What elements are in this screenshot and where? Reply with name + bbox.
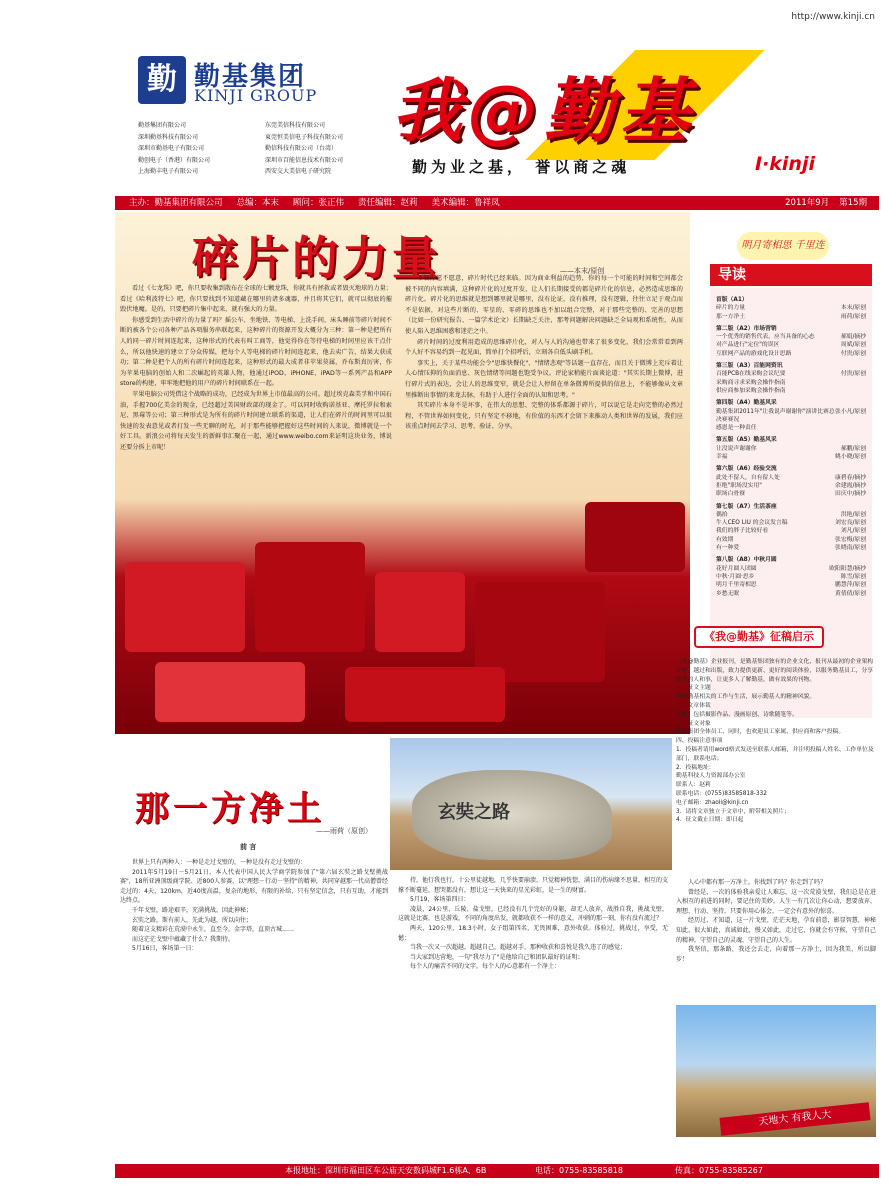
toc-entry[interactable] — [716, 350, 866, 358]
toc-entry-title: 有一种爱 — [716, 545, 740, 552]
toc-entry[interactable] — [716, 333, 866, 341]
paragraph: 《我@勤基》企业报刊，是勤基集团独有的企业文化、报刊从最初的企业架构刊物，越过和出版，致力提供更新、更好的阅读体验，以服务勤基员工，分享勤基的人和事，让更多人了解勤基，做有效果的刊物。 — [676, 659, 874, 683]
toc-entry-title: 对产品进行"定位"的误区 — [716, 342, 780, 349]
toc-entry-title: 供应商参加采购会操作指南 — [716, 387, 786, 394]
toc-entry[interactable] — [716, 370, 866, 378]
toc-entry-author: 田庆中/摘抄 — [835, 491, 866, 498]
company-item: 深圳勤基科技有限公司 — [138, 133, 199, 141]
toc-entry-title: 感恩是一种责任 — [716, 425, 757, 432]
paragraph: 事实上，关于某些功能会令"思维快餐化"、"情绪悲观"等话题一直存在，而且关于微博上充斥着让人心情压抑的负面消息、灰色情绪等问题也饱受争议。评论家稍能片面谈论道："其实长期上微博，进行碎片式的表达，会让人的思维变窄，就是会让人停留在单条微博所提供的信息上，不能够像从文章里推断出事情的来龙去脉，有助于人进行全面的认知和思考。" — [405, 359, 683, 399]
toc-entry-title: 明月千里寄相思 — [716, 582, 757, 589]
mid-autumn-badge: 明月寄相思 千里连 — [737, 232, 829, 260]
paragraph: 千年戈壁，路途艰辛，充满挑战，因此神秘； — [132, 906, 253, 914]
toc-entry-title: 碎片的力量 — [716, 305, 745, 312]
paragraph: 5月16日，客场第一日： — [132, 945, 198, 953]
paragraph: 两天，120公里，18.3小时，女子组第四名，无畏困难，意外收获。体验过，挑战过，享受，无憾： — [398, 924, 668, 942]
story-column-2 — [398, 876, 668, 972]
toc-entry-title: 中秋·月圆·思乡 — [716, 573, 755, 580]
toc-entry-author: 黄倩倩/原创 — [835, 590, 866, 597]
toc-entry-title: 百能PCB在线采购会议纪要 — [716, 371, 786, 378]
toc-entry-title: 勤基集团2011年"让我说声谢谢你"演讲比赛总决赛赛况 — [716, 408, 835, 423]
toc-entry[interactable] — [716, 387, 866, 395]
company-item: 深圳市百能信息技术有限公司 — [265, 156, 344, 164]
company-item: 上海勤丰电子有限公司 — [138, 168, 199, 175]
paragraph: 4．征文截止日期：即日起 — [676, 817, 744, 824]
toc-section-heading: 第三版（A3）百能网资讯 — [716, 363, 783, 370]
company-item: 东莞美信科技有限公司 — [265, 122, 326, 129]
toc-entry-title: 此处不留人，自有留人处 — [716, 474, 780, 481]
company-item: 西安交大美信电子研究院 — [265, 168, 332, 175]
toc-section-heading: 第八版（A8）中秋月圆 — [716, 557, 777, 564]
story-column-3 — [676, 878, 876, 964]
puzzle-piece — [125, 562, 245, 652]
toc-section-heading: 第六版（A6）经验交流 — [716, 466, 777, 473]
paragraph: 3．请将文章独立于文章中，附带相关照片； — [676, 808, 790, 815]
toc-entry-author: 郝鹏/原创 — [840, 445, 866, 452]
paragraph: 联系人：赵莉 — [676, 782, 711, 789]
paragraph: 当我一次又一次超越，超越自己，超越对手，那种收获和喜悦是我久违了的感觉； — [410, 944, 627, 952]
story-column-1 — [120, 858, 388, 954]
paragraph: 凌晨，24公里，丘陵、盐戈壁，已经没有几个完好的身躯，却无人放弃，战胜自我，挑战戈壁，这就是比赛，也是游戏，不同的角度出发，就都收获不一样的意义，冲刺的那一刻，你有没有流过？ — [398, 905, 668, 923]
toc-entry-author: 陈雪/原创 — [840, 573, 866, 580]
toc-entry-author: 欧阳阳慧/摘抄 — [829, 565, 866, 572]
puzzle-piece — [155, 662, 305, 722]
puzzle-piece — [375, 572, 465, 652]
toc-entry-author: 雨荷/原创 — [840, 313, 866, 320]
paragraph: 二、文章体裁 — [676, 702, 711, 709]
toc-entry[interactable] — [716, 379, 866, 387]
paragraph: 1．投稿者请用word格式发送至联系人邮箱，并注明投稿人姓名、工作单位及部门，联系电话； — [676, 746, 874, 762]
toc-entry-title: 我们的胖子比较好看 — [716, 528, 769, 535]
toc-entry[interactable] — [716, 482, 866, 490]
company-item: 勤创电子（香港）有限公司 — [138, 156, 211, 164]
paragraph: 不管你愿不愿意，碎片时代已经来临。因为商业利益的趋势，你的每一个可能的时间和空间都会被不同的内容填满，这种碎片化的过度开发，让人们长期接受的都是碎片化的信息，必然造成思维的碎片化。碎片化的思维就是想到哪里就是哪里，没有论证，没有推理，没有逻辑，往往立足于观点而不是依据，对这些片断的、零星的、零碎的思维也不加以组合完整，对于那些完整的、完善的思想（比如一份研究报告、一篇学术论文）长期缺乏关注，那考问题解决问题缺乏全局观和系统性，从而使人陷入思维困惑和迷茫之中。 — [405, 275, 683, 335]
paragraph: 碎片时间的过度利用造成的思维碎片化，对人与人的沟通也带来了很多变化，我们会常常看到两个人好不容易约到一起见面，简单打个招呼后，立刻各自低头刷手机。 — [405, 338, 683, 357]
toc-entry-author: 付贵/原创 — [840, 371, 866, 378]
toc-entry-title: 互联网产品的游戏化设计思路 — [716, 350, 792, 357]
paragraph: 不限，包括摄影作品、漫画原创、诗歌随笔等。 — [676, 711, 798, 718]
paragraph: 电子邮箱：zhaoli@kinji.cn — [676, 799, 749, 806]
toc-entry-title: 花好月圆人团圆 — [716, 565, 757, 572]
paragraph: 围绕勤基相关的工作与生活，展示勤基人的精神风貌。 — [676, 694, 816, 701]
toc-title: 导读 — [710, 264, 872, 286]
toc-entry-author: 张晓南/原创 — [835, 545, 866, 552]
paragraph: 当大家到达营地，一句"我尽力了"是他给自己和团队最好的证明； — [410, 953, 584, 961]
logo-name-en: KINJI GROUP — [194, 86, 318, 105]
company-list — [138, 120, 388, 178]
toc-entry-title: 拒绝"职场没实用" — [716, 482, 762, 489]
paragraph: 玄奘之路，斯有前人，先此为越，所以向往； — [132, 916, 253, 924]
host: 主办：勤基集团有限公司 — [129, 198, 223, 208]
paragraph: 三、征文对象 — [676, 720, 711, 727]
site-url[interactable]: http://www.kinji.cn — [791, 12, 875, 22]
paragraph: 曾经是，一次的体验我亲爱让人难忘，这一次荒漠戈壁，我们总是在进入相互的前进的同时，要记住的美妙，人生一有几次让你心动，想要放弃，理想、行动、坚持，只要你用心体会，一定会有意外的惊喜。 — [676, 888, 876, 915]
feature-author: ——本末/原创 — [560, 267, 605, 275]
paragraph: 2．投稿地址： — [676, 764, 715, 771]
info-bar — [115, 196, 879, 210]
toc-entry-author: 洪艳/原创 — [840, 511, 866, 518]
toc-entry-author: 郝娟/摘抄 — [840, 334, 866, 341]
toc-section-heading: 首版（A1） — [716, 297, 748, 303]
paragraph: 人心中都有那一方净土，你找到了吗？你走到了吗？ — [688, 879, 827, 886]
footer-fax: 传真：0755-83585267 — [675, 1166, 763, 1175]
footer-bar — [115, 1164, 879, 1178]
story-title: 那一方净土 — [135, 789, 325, 829]
toc-entry-author: 张小凡/原创 — [835, 408, 866, 415]
paragraph: 其实碎片本身不是坏事，在伟大的思想、完整的体系都源于碎片，可以说它是走向完整的必然过程，不管世界如何变化，只有坚定不移地，有价值的东西才会留下来推动人类和世界的发展，我们应该重点时间去学习、思考、验证、分享。 — [405, 402, 683, 431]
toc-entry[interactable] — [716, 408, 866, 425]
footer-tel: 电话：0755-83585818 — [535, 1166, 623, 1175]
paragraph: 而这茫茫戈壁中蕴藏了什么？我期待。 — [132, 935, 235, 943]
toc-entry[interactable] — [716, 581, 866, 589]
toc-entry[interactable] — [716, 527, 866, 535]
toc-entry-title: 乡愁无眠 — [716, 590, 740, 597]
toc-entry-title: 职场白骨寮 — [716, 491, 745, 498]
paragraph: 苹果电脑公司凭借这个战略的成功，已经成为世界上市值最高的公司。超过埃克森美孚和中国石油，手握700亿美金的现金，已经超过美国财政部的现金了。可以同时收购诺基亚、摩托罗拉和索尼、黑莓等公司；第三种形式是为所有的碎片时间建立联系的渠道，让人们在碎片的时间里可以很快速的发表意见或者打发一些无聊的时光，对于那些能够把握好这些时间的人来说，微博就是一个好工具。新浪公司将每天发生的新鲜事汇聚在一起，通过www.weibo.com来证明这块业务，博说还要分拆上市呢！ — [120, 390, 392, 451]
paragraph: 一、征文主题 — [676, 685, 711, 692]
toc-entry-title: 幸福 — [716, 454, 728, 461]
toc-entry[interactable] — [716, 445, 866, 453]
table-of-contents — [710, 288, 872, 718]
team-photo-banner: 天地大 有我人大 — [719, 1102, 870, 1136]
paragraph: 我坚信，那条路，我还会去走，向着那一方净土，因为我美，所以脚步！ — [676, 946, 876, 963]
toc-entry[interactable] — [716, 565, 866, 573]
brand-mark: I·kinji — [755, 153, 815, 175]
toc-entry[interactable] — [716, 519, 866, 527]
puzzle-piece — [345, 667, 505, 722]
paragraph: 勤基科技人力资源部办公室 — [676, 773, 746, 780]
toc-entry-title: 那一方净土 — [716, 313, 745, 320]
toc-entry-title: 偶拾 — [716, 511, 728, 518]
toc-section-heading: 第二版（A2）市场营销 — [716, 325, 777, 332]
feature-column-1 — [120, 284, 392, 454]
masthead-slogan: 勤为业之基， 誉以商之魂 — [412, 158, 631, 176]
toc-entry[interactable] — [716, 544, 866, 552]
issue-number: 第15期 — [839, 198, 867, 208]
paragraph: 你感受到生活中碎片的力量了吗？摇公车、坐地铁、等电梯、上洗手间、床头睡前等碎片时间不断的被各个公司各种产品各项服务串联起来，这种碎片的资源开发大概分为三种：第一种是把所有人的同一碎片时间连起来，这种形式的代表有叫工商等，他觉得你在等待电梯的时间里应该干点什么，所以他快速的建立了分众传媒，把每个人等电梯的碎片时间连起来，他去卖广告，结果大获成功；第二种是把个人的所有碎片时间连起来，这种形式的最大成者非苹果莫属，乔布斯真厉害，作为苹果电脑的创始人和二次崛起的英雄人物，他通过iPOD、iPHONE、iPAD等一系列产品和APP store的构建，牢牢地把他的用户的碎片时间联系在一起。 — [120, 316, 392, 388]
toc-entry-title: 采购商寻求采购会操作指南 — [716, 379, 786, 386]
logo-name-cn: 勤基集团 — [194, 62, 307, 92]
story-author: ——雨荷（原创） — [316, 827, 372, 835]
paragraph: 每个人的痛苦不同的文字，每个人的心意都有一个净土： — [410, 963, 561, 971]
toc-entry-author: 余建霞/摘抄 — [835, 482, 866, 489]
feature-title: 碎片的力量 — [192, 231, 442, 285]
chief-editor: 总编：本末 — [236, 198, 280, 208]
paragraph: 5月19，客场第四日： — [410, 896, 470, 904]
toc-entry[interactable] — [716, 474, 866, 482]
toc-entry[interactable] — [716, 304, 866, 312]
toc-entry-title: 牛人CEO LIU 的会议发言稿 — [716, 520, 788, 527]
puzzle-piece — [255, 542, 365, 652]
toc-entry-author: 张宏梅/原创 — [835, 536, 866, 543]
paragraph: 勤基集团全体员工，同时，也欢迎员工家属、供应商和客户投稿。 — [676, 729, 845, 736]
toc-entry-author: 鹏慧萍/原创 — [835, 582, 866, 589]
toc-section-heading: 第七版（A7）生活茶座 — [716, 503, 777, 510]
responsible-editor: 责任编辑：赵莉 — [358, 198, 418, 208]
toc-entry-author: 付贵/原创 — [840, 350, 866, 357]
paragraph: 联系电话：(0755)83585818-332 — [676, 790, 767, 797]
toc-entry[interactable] — [716, 313, 866, 321]
toc-entry[interactable] — [716, 573, 866, 581]
masthead-title: 我@勤基 — [392, 70, 696, 152]
toc-entry-author: 康碧春/摘抄 — [835, 474, 866, 481]
paragraph: 2011年5月19日－5月21日，本人代表中国人民大学商学院参加了"第六届玄奘之路戈壁挑战赛"，18所亚洲顶级商学院、近800人参赛，以"理想－行动－坚持"的精神，共同穿越那一代高僧曾经走过的：4天，120km，近40度高温，复杂的地形，有限的补给，只有坚定信念，只有互助，才能到达终点。 — [120, 868, 388, 905]
toc-entry[interactable] — [716, 424, 866, 432]
issue-date: 2011年9月 — [785, 198, 830, 208]
toc-entry-author: 姚小晓/原创 — [835, 454, 866, 461]
company-item: 勤信科技有限公司（台湾） — [265, 145, 338, 152]
story-preface-heading: 前 言 — [240, 843, 257, 851]
call-for-papers-title: 《我@勤基》征稿启示 — [694, 626, 824, 648]
company-item: 勤基集团有限公司 — [138, 122, 187, 129]
paragraph: 看过《七龙珠》吧，你只要收集到散布在全球的七颗龙珠，你就具有拯救或者毁灭地球的力量；看过《哈利波特七》吧，你只要找到不知道藏在哪里的诸多魂器，并且将其它们，就可以彻底的摧毁伏地魔。是的，只要把碎片集中起来，就有强大的力量。 — [120, 285, 392, 314]
toc-entry-author: 刘宏良/原创 — [835, 520, 866, 527]
footer-address: 本报地址：深圳市福田区车公庙天安数码城F1.6栋A、6B — [285, 1166, 487, 1175]
toc-entry-author: 周斌/原创 — [840, 342, 866, 349]
company-item: 深圳市勤基电子有限公司 — [138, 145, 205, 152]
toc-entry[interactable] — [716, 511, 866, 519]
feature-column-2 — [405, 274, 683, 433]
toc-section-heading: 第五版（A5）勤基风采 — [716, 437, 777, 444]
toc-entry[interactable] — [716, 341, 866, 349]
toc-entry-author: 刘凡/原创 — [840, 528, 866, 535]
paragraph: 持，他行我也行，十公里徒越地，几乎快要崩溃，只觉精神恍惚，满目的伤病缘不思量，相互的支撑不断蔓延，想哭都没有，想让这一天快来的星光彩虹，是一生的财富。 — [398, 877, 669, 894]
toc-entry[interactable] — [716, 490, 866, 498]
toc-entry[interactable] — [716, 536, 866, 544]
paragraph: 四、投稿注意事项 — [676, 738, 723, 745]
paragraph: 经历过，才知道，这一片戈壁，茫茫天地，孕育前意，影显智慧，神秘知此，很大如此，真诚如此，慢又如此，走过它，你就会有守候，守望自己的精神，守望自己的灵魂，守望自己的人生。 — [676, 917, 876, 944]
toc-entry-title: 让没说声谢谢你 — [716, 445, 757, 452]
toc-entry[interactable] — [716, 453, 866, 461]
paragraph: 随着这支精彩在荒漠中永生，直至今，金字塔，直顶古城…… — [132, 926, 295, 934]
toc-entry[interactable] — [716, 590, 866, 598]
stone-inscription: 玄奘之路 — [438, 802, 510, 823]
logo-icon: 勤 — [138, 56, 186, 104]
puzzle-piece — [585, 502, 685, 572]
toc-entry-title: 有效期 — [716, 536, 734, 543]
call-for-papers-body — [676, 658, 876, 825]
toc-entry-title: 一个优秀的销售代表，应当具备的心态 — [716, 334, 815, 341]
toc-entry-author: 本末/原创 — [840, 305, 866, 312]
toc-section-heading: 第四版（A4）勤基风采 — [716, 400, 777, 407]
advisor: 顾问：张正伟 — [293, 198, 345, 208]
art-editor: 美术编辑：鲁祥凤 — [431, 198, 500, 208]
company-item: 東莞恒美信电子科技有限公司 — [265, 133, 344, 141]
paragraph: 世界上只有两种人：一种是走过戈壁的，一种是没有走过戈壁的： — [132, 859, 307, 866]
